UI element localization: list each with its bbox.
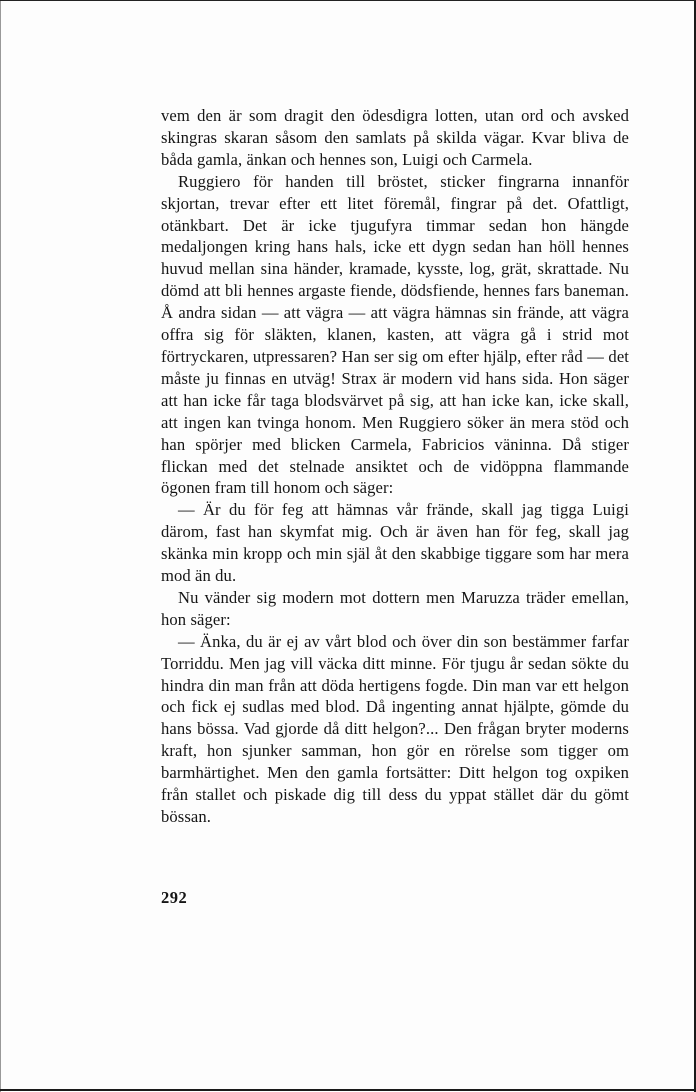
body-text [161,105,629,828]
paragraph-5: — Änka, du är ej av vårt blod och över din son bestämmer farfar Torriddu. Men jag vill väcka ditt minne. För tjugu år sedan sökte du hindra din man från att döda hertigens fogde. Din man var ett helgon och fick ej sudlas med blod. Då ingenting annat hjälpte, gömde du hans bössa. Vad gjorde då ditt helgon?... Den frågan bryter moderns kraft, hon sjunker samman, hon gör en rörelse som tigger om barmhärtighet. Men den gamla fortsätter: Ditt helgon tog oxpiken från stallet och piskade dig till dess du yppat stället där du gömt bössan. [161,631,629,826]
paragraph-3: — Är du för feg att hämnas vår frände, skall jag tigga Luigi därom, fast han skymfat mig. Och är även han för feg, skall jag skänka min kropp och min själ åt den skabbige tiggare som har mera mod än du. [161,500,629,586]
paragraph-1: vem den är som dragit den ödesdigra lotten, utan ord och avsked skingras skaran såsom den samlats på skilda vägar. Kvar bliva de båda gamla, änkan och hennes son, Luigi och Carmela. [161,106,629,169]
paragraph-2: Ruggiero för handen till bröstet, sticker fingrarna innanför skjortan, trevar efter ett litet föremål, fingrar på det. Ofattligt, otänkbart. Det är icke tjugufyra timmar sedan hon hängde medaljongen kring hans hals, icke ett dygn sedan han höll hennes huvud mellan sina händer, kramade, kysste, log, grät, skrattade. Nu dömd att bli hennes argaste fiende, dödsfiende, hennes fars baneman. Å andra sidan — att vägra — att vägra hämnas sin frände, att vägra offra sig för släkten, klanen, kasten, att vägra gå i strid mot förtryckaren, utpressaren? Han ser sig om efter hjälp, efter råd — det måste ju finnas en utväg! Strax är modern vid hans sida. Hon säger att han icke får taga blodsvärvet på sig, att han icke kan, icke skall, att ingen kan tvinga honom. Men Ruggiero söker än mera stöd och han spörjer med blicken Carmela, Fabricios väninna. Då stiger flickan med det stelnade ansiktet och de vidöppna flammande ögonen fram till honom och säger: [161,171,629,498]
paragraph-4: Nu vänder sig modern mot dottern men Maruzza träder emellan, hon säger: [161,587,629,629]
page-number: 292 [161,888,188,907]
page-edge-left [0,1,1,1092]
